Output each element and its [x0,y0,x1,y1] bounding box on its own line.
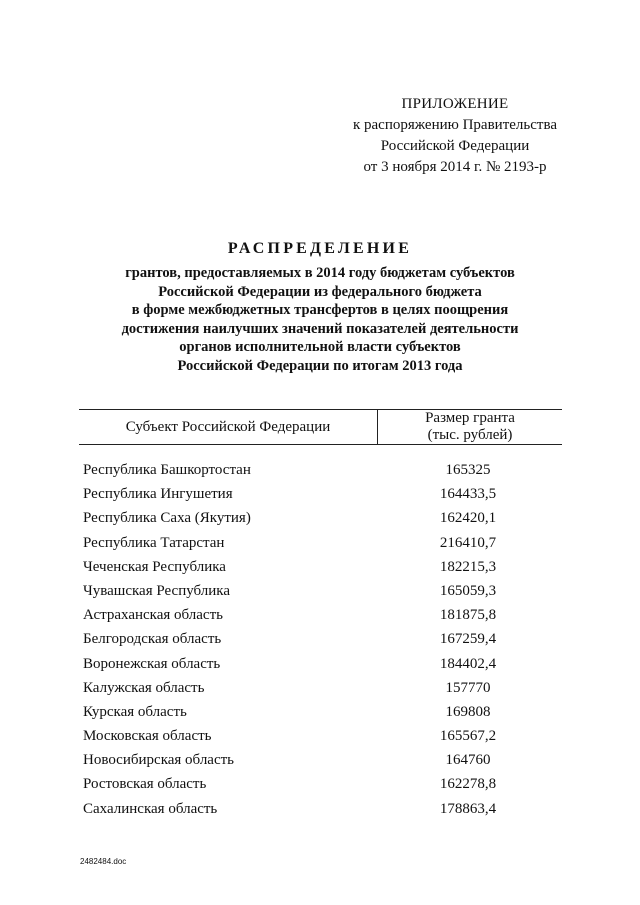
table-row [83,458,563,482]
table-body [83,458,563,821]
column-header-subject: Субъект Российской Федерации [125,418,331,435]
grant-value: 164760 [445,752,491,769]
subject-name: Республика Саха (Якутия) [83,510,251,527]
grant-header-line-1: Размер гранта [425,410,515,426]
grant-header-line-2: (тыс. рублей) [427,427,513,443]
subject-name: Сахалинская область [83,800,218,817]
table-row [83,676,563,700]
subject-name: Московская область [83,728,212,745]
subject-name: Новосибирская область [83,752,235,769]
grant-value: 178863,4 [439,800,497,817]
appendix-block [330,94,580,178]
column-header-grant [378,410,562,444]
subject-name: Чеченская Республика [83,558,226,575]
table-row [83,748,563,772]
subtitle-line: грантов, предоставляемых в 2014 году бюджетам субъектов [125,265,515,281]
subtitle-line: Российской Федерации из федерального бюджета [158,283,482,300]
table-row [83,506,563,530]
grant-value: 162420,1 [439,510,497,527]
appendix-line-3: от 3 ноября 2014 г. № 2193-р [363,159,547,175]
grant-value: 164433,5 [439,486,497,503]
subtitle-line: в форме межбюджетных трансфертов в целях поощрения [131,302,509,318]
subject-name: Курская область [83,703,187,720]
subject-name: Республика Башкортостан [83,462,251,478]
table-row [83,700,563,724]
grant-value: 162278,8 [439,776,497,793]
grant-value: 165567,2 [439,728,497,745]
table-header [79,409,562,445]
table-row [83,724,563,748]
grant-value: 165325 [445,462,491,478]
subject-name: Ростовская область [83,776,207,793]
subject-name: Республика Ингушетия [83,486,233,503]
grant-value: 157770 [445,679,491,696]
subject-name: Белгородская область [83,631,222,648]
table-row [83,652,563,676]
grant-value: 169808 [445,703,491,720]
table-row [83,482,563,506]
subject-name: Воронежская область [83,655,221,672]
subtitle-line: Российской Федерации по итогам 2013 года [177,357,463,374]
grant-value: 181875,8 [439,607,497,624]
table-row [83,797,563,821]
appendix-line-1: к распоряжению Правительства [352,117,557,133]
document-title: РАСПРЕДЕЛЕНИЕ [227,240,413,257]
appendix-label: ПРИЛОЖЕНИЕ [401,96,509,112]
table-row [83,772,563,796]
table-row [83,555,563,579]
document-reference: 2482484.doc [80,857,127,866]
appendix-line-2: Российской Федерации [380,138,530,154]
grant-value: 216410,7 [439,534,497,551]
grant-value: 184402,4 [439,655,497,672]
subject-name: Калужская область [83,679,205,696]
subject-name: Республика Татарстан [83,534,225,551]
document-subtitle [60,264,580,375]
grant-value: 182215,3 [439,558,497,575]
subtitle-line: органов исполнительной власти субъектов [179,339,461,355]
table-row [83,531,563,555]
table-row [83,579,563,603]
table-row [83,603,563,627]
subject-name: Астраханская область [83,607,223,624]
grant-value: 165059,3 [439,582,497,599]
table-row [83,627,563,651]
grant-value: 167259,4 [439,631,497,648]
subtitle-line: достижения наилучших значений показателей деятельности [121,320,519,337]
subject-name: Чувашская Республика [83,582,231,599]
